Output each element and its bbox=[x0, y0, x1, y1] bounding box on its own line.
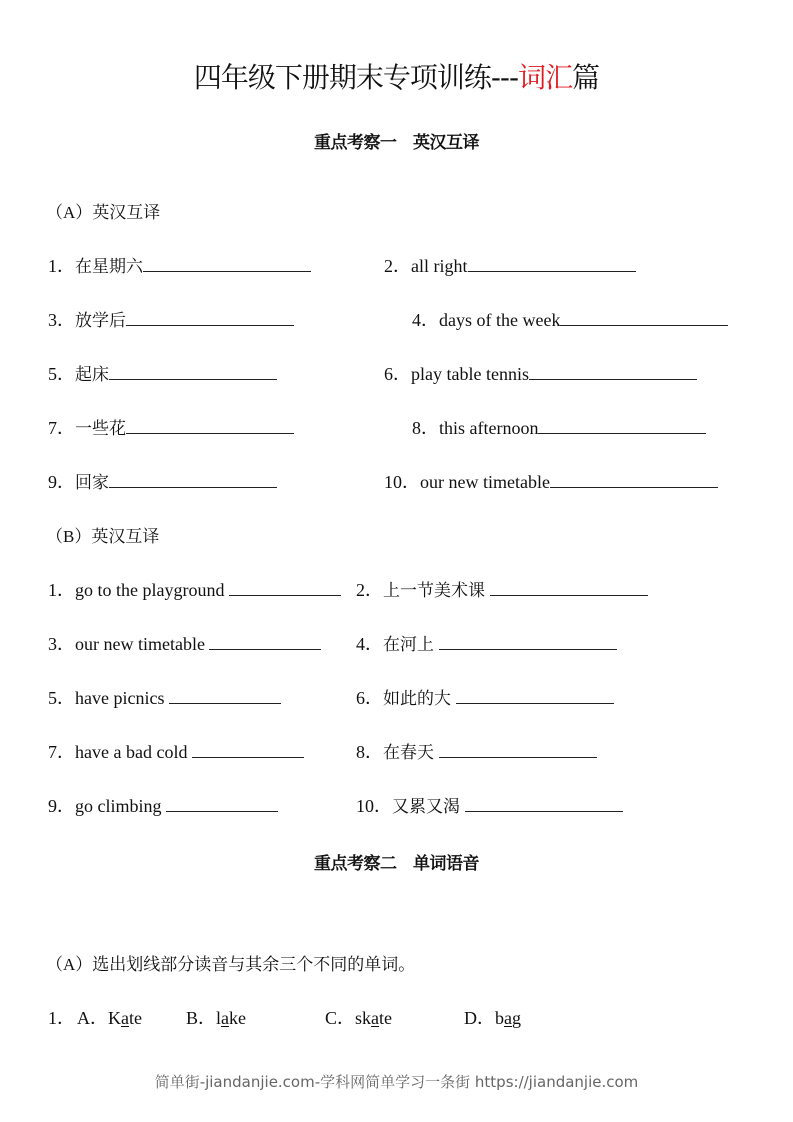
partB-item-10: 10．又累又渴 bbox=[356, 792, 623, 818]
title-main: 四年级下册期末专项训练--- bbox=[193, 61, 519, 94]
partB-item-8: 8．在春天 bbox=[356, 738, 597, 764]
phonics-q1-number: 1． bbox=[48, 1008, 75, 1028]
answer-blank[interactable] bbox=[209, 633, 321, 650]
partA-heading: （A）英汉互译 bbox=[46, 203, 161, 223]
answer-blank[interactable] bbox=[192, 741, 304, 758]
partA-item-2: 2．all right bbox=[384, 252, 636, 278]
answer-blank[interactable] bbox=[126, 417, 294, 434]
partA-item-9: 9．回家 bbox=[48, 468, 277, 494]
phonicsA-heading: （A）选出划线部分读音与其余三个不同的单词。 bbox=[46, 955, 416, 975]
partA-item-1: 1．在星期六 bbox=[48, 252, 311, 278]
answer-blank[interactable] bbox=[143, 255, 311, 272]
section2-heading: 重点考察二 单词语音 bbox=[314, 854, 479, 874]
partA-item-4: 4．days of the week bbox=[412, 306, 728, 332]
answer-blank[interactable] bbox=[126, 309, 294, 326]
partA-item-6: 6．play table tennis bbox=[384, 360, 697, 386]
partA-item-5: 5．起床 bbox=[48, 360, 277, 386]
partB-item-1: 1．go to the playground bbox=[48, 576, 341, 602]
partA-item-8: 8．this afternoon bbox=[412, 414, 706, 440]
section1-heading: 重点考察一 英汉互译 bbox=[314, 133, 479, 153]
phonics-q1-option-b[interactable]: B．lake bbox=[186, 1008, 247, 1028]
answer-blank[interactable] bbox=[490, 579, 648, 596]
answer-blank[interactable] bbox=[465, 795, 623, 812]
partB-item-2: 2．上一节美术课 bbox=[356, 576, 648, 602]
partB-heading: （B）英汉互译 bbox=[46, 527, 160, 547]
answer-blank[interactable] bbox=[439, 741, 597, 758]
page-title bbox=[0, 56, 793, 96]
answer-blank[interactable] bbox=[529, 363, 697, 380]
answer-blank[interactable] bbox=[109, 363, 277, 380]
partA-item-7: 7．一些花 bbox=[48, 414, 294, 440]
partA-item-3: 3．放学后 bbox=[48, 306, 294, 332]
answer-blank[interactable] bbox=[229, 579, 341, 596]
answer-blank[interactable] bbox=[439, 633, 617, 650]
partB-item-7: 7．have a bad cold bbox=[48, 738, 304, 764]
title-suffix: 篇 bbox=[572, 61, 600, 94]
partB-item-3: 3．our new timetable bbox=[48, 630, 321, 656]
phonics-q1-option-d[interactable]: D．bag bbox=[464, 1008, 521, 1028]
partB-item-9: 9．go climbing bbox=[48, 792, 278, 818]
answer-blank[interactable] bbox=[109, 471, 277, 488]
partB-item-6: 6．如此的大 bbox=[356, 684, 614, 710]
partB-item-5: 5．have picnics bbox=[48, 684, 281, 710]
footer-watermark: 简单街-jiandanjie.com-学科网简单学习一条街 https://jiandanjie.com bbox=[154, 1073, 639, 1091]
answer-blank[interactable] bbox=[538, 417, 706, 434]
answer-blank[interactable] bbox=[550, 471, 718, 488]
partB-item-4: 4．在河上 bbox=[356, 630, 617, 656]
answer-blank[interactable] bbox=[468, 255, 636, 272]
partA-item-10: 10．our new timetable bbox=[384, 468, 718, 494]
title-highlight: 词汇 bbox=[518, 61, 573, 94]
answer-blank[interactable] bbox=[456, 687, 614, 704]
answer-blank[interactable] bbox=[169, 687, 281, 704]
phonics-q1-option-c[interactable]: C．skate bbox=[325, 1008, 393, 1028]
answer-blank[interactable] bbox=[560, 309, 728, 326]
answer-blank[interactable] bbox=[166, 795, 278, 812]
phonics-q1-option-a[interactable]: A．Kate bbox=[77, 1008, 142, 1028]
